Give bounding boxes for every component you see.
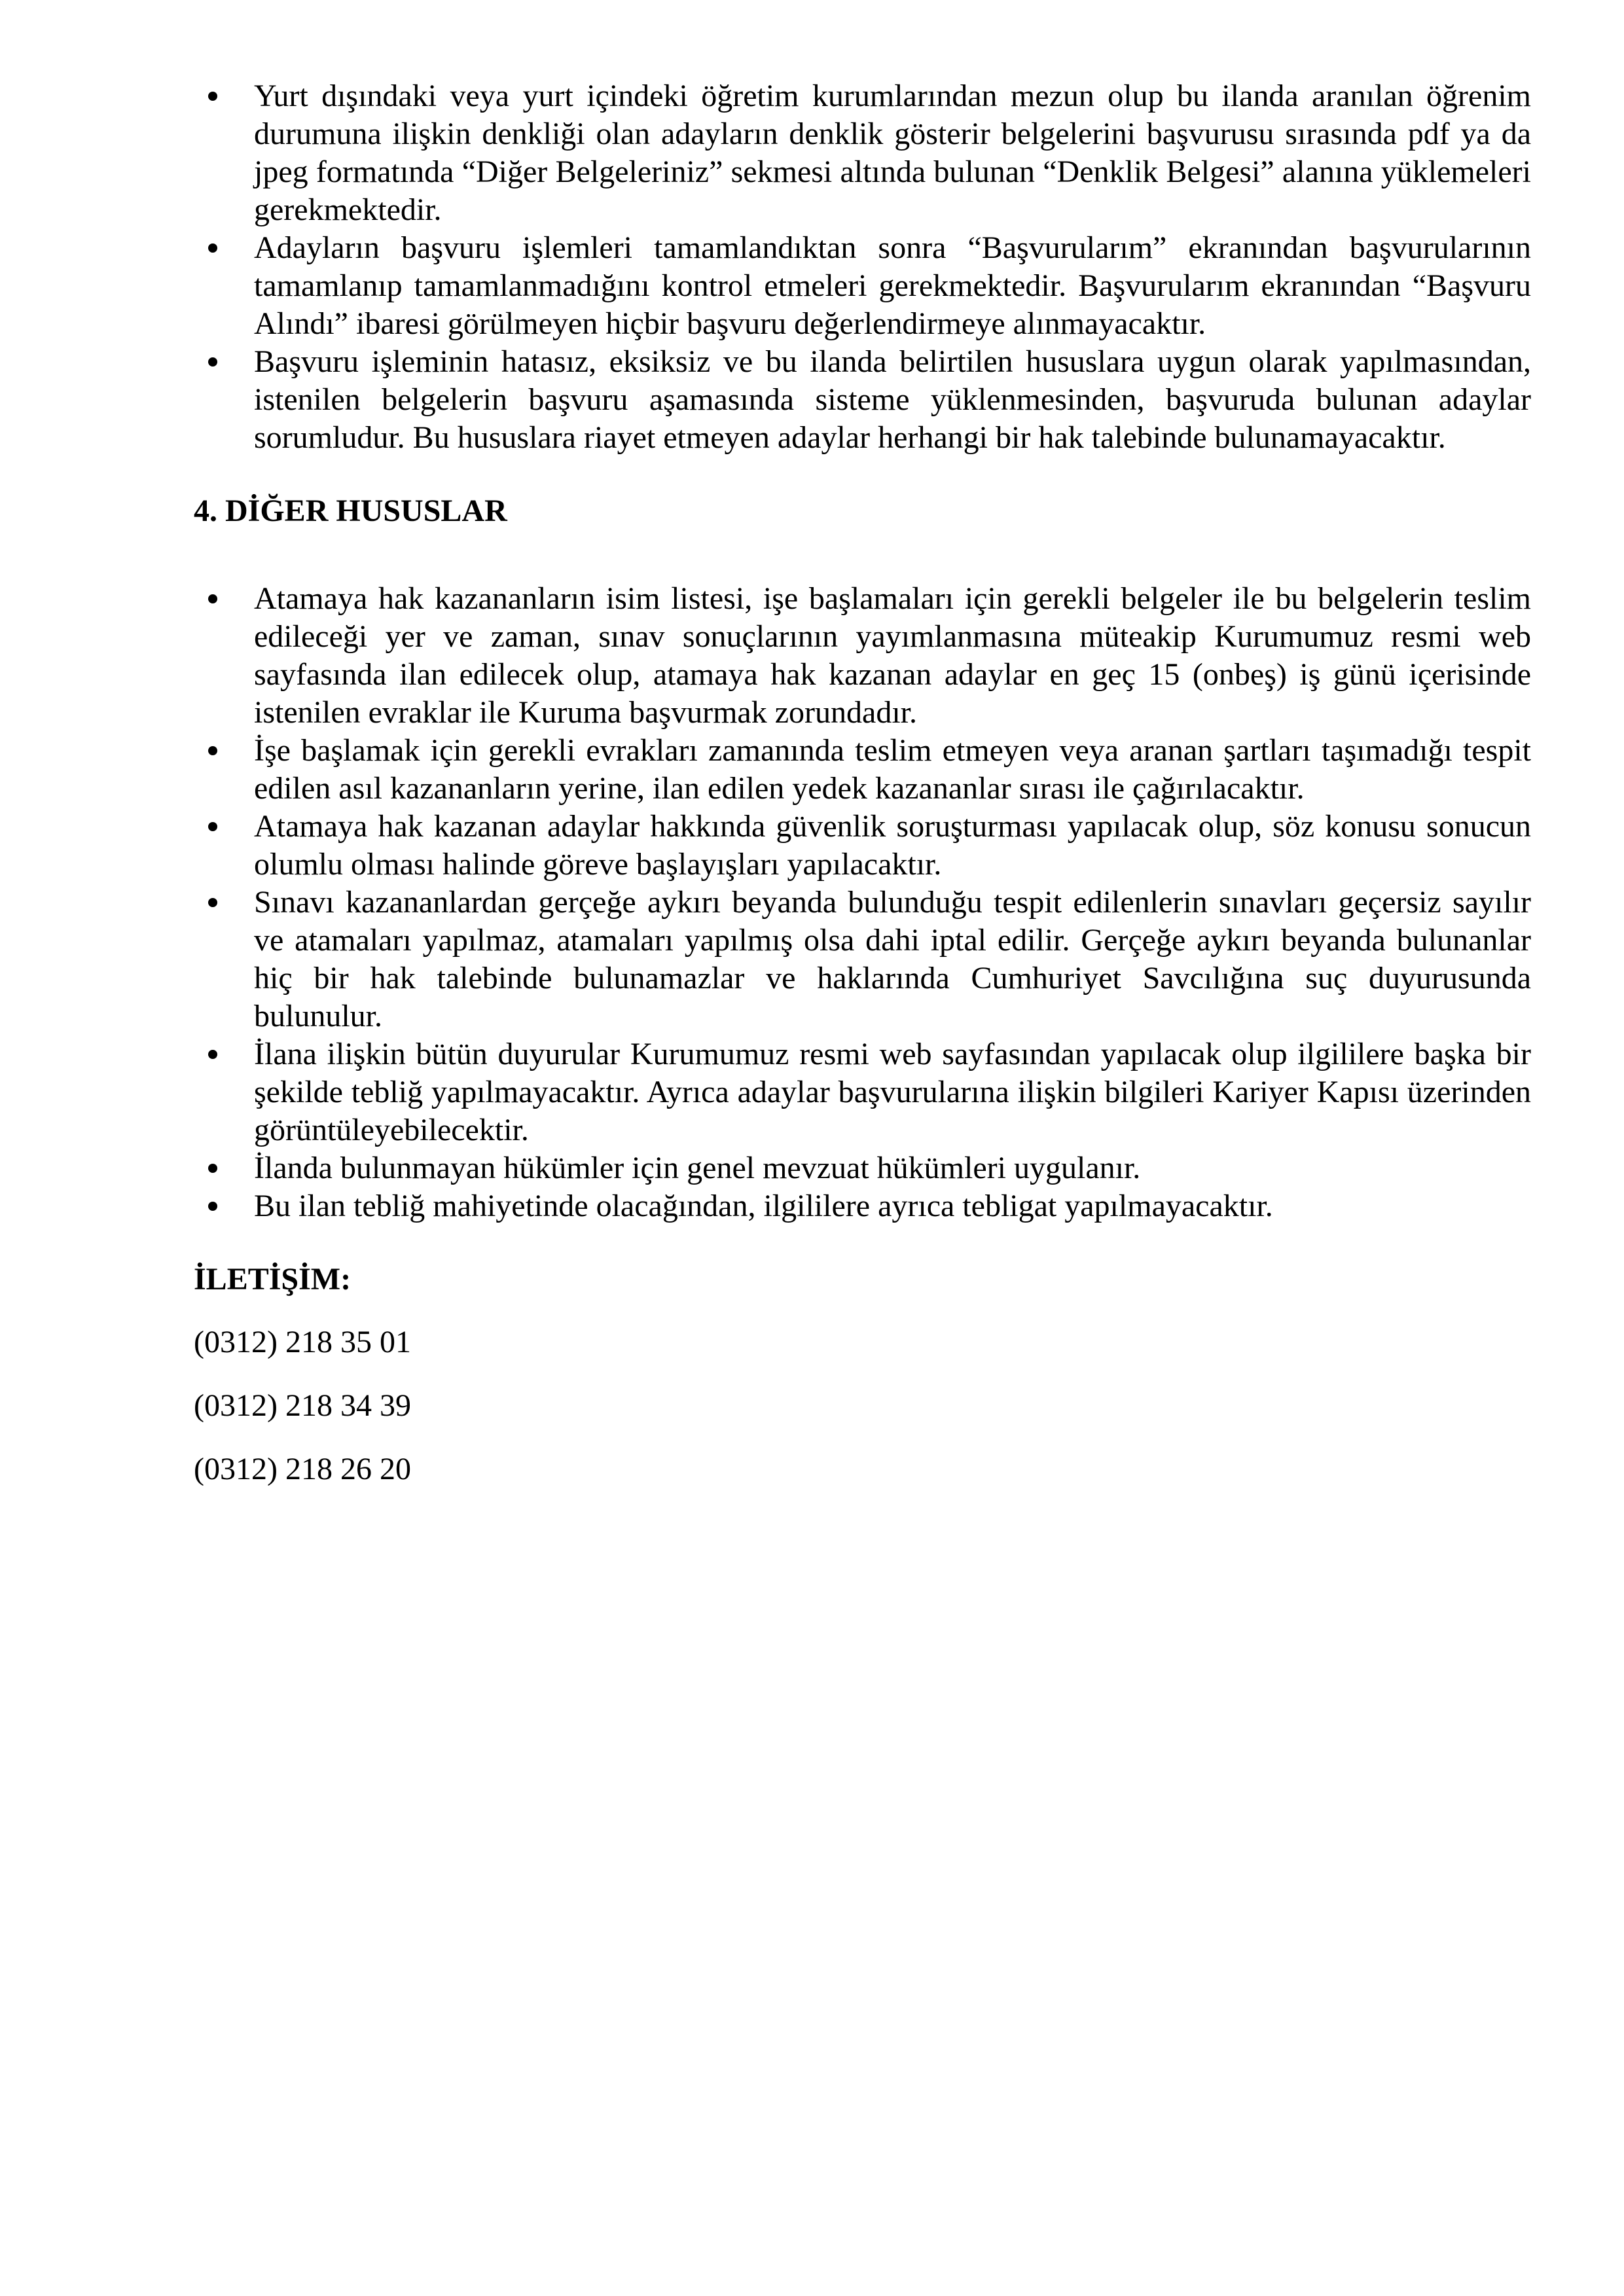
bullet-icon: [208, 1050, 217, 1059]
contact-phone: (0312) 218 26 20: [194, 1452, 411, 1486]
bullet-icon: [208, 1202, 217, 1211]
list-item-text: İşe başlamak için gerekli evrakları zamanında teslim etmeyen veya aranan şartları taşımadığı tespit edilen asıl kazananların yerine, ilan edilen yedek kazananlar sırası ile çağırılacaktır.: [254, 733, 1531, 806]
bullet-icon: [208, 243, 217, 253]
list-item: [194, 1149, 1531, 1187]
list-item-text: Başvuru işleminin hatasız, eksiksiz ve bu ilanda belirtilen hususlara uygun olarak yapılmasından, istenilen belgelerin başvuru aşamasında sisteme yüklenmesinden, başvuruda bulunan adaylar sorumludur. Bu hususlara riayet etmeyen adaylar herhangi bir hak talebinde bulunamayacaktır.: [254, 344, 1531, 455]
section-heading-other-matters: 4. DİĞER HUSUSLAR: [194, 493, 507, 528]
list-item-text: Atamaya hak kazanan adaylar hakkında güvenlik soruşturması yapılacak olup, söz konusu sonucun olumlu olması halinde göreve başlayışları yapılacaktır.: [254, 809, 1531, 882]
list-item-text: Yurt dışındaki veya yurt içindeki öğretim kurumlarından mezun olup bu ilanda aranılan öğrenim durumuna ilişkin denkliği olan adayların denklik gösterir belgelerini başvurusu sırasında pdf ya da jpeg formatında “Diğer Belgeleriniz” sekmesi altında bulunan “Denklik Belgesi” alanına yüklemeleri gerekmektedir.: [254, 79, 1531, 227]
list-item: [194, 580, 1531, 732]
list-item: [194, 1187, 1531, 1225]
bullet-icon: [208, 92, 217, 101]
list-item: [194, 732, 1531, 808]
bullet-icon: [208, 357, 217, 367]
list-item: [194, 229, 1531, 343]
contact-phone: (0312) 218 34 39: [194, 1388, 411, 1423]
list-item-text: Adayların başvuru işlemleri tamamlandıktan sonra “Başvurularım” ekranından başvurularının tamamlanıp tamamlanmadığını kontrol etmeleri gerekmektedir. Başvurularım ekranından “Başvuru Alındı” ibaresi görülmeyen hiçbir başvuru değerlendirmeye alınmayacaktır.: [254, 230, 1531, 341]
bullet-icon: [208, 898, 217, 907]
list-item-text: İlana ilişkin bütün duyurular Kurumumuz resmi web sayfasından yapılacak olup ilgililere başka bir şekilde tebliğ yapılmayacaktır. Ayrıca adaylar başvurularına ilişkin bilgileri Kariyer Kapısı üzerinden görüntüleyebilecektir.: [254, 1037, 1531, 1147]
section-heading-contact: İLETİŞİM:: [194, 1262, 352, 1297]
list-item-text: İlanda bulunmayan hükümler için genel mevzuat hükümleri uygulanır.: [254, 1151, 1141, 1185]
contact-phone: (0312) 218 35 01: [194, 1325, 411, 1359]
list-item: [194, 1035, 1531, 1149]
list-item-text: Sınavı kazananlardan gerçeğe aykırı beyanda bulunduğu tespit edilenlerin sınavları geçersiz sayılır ve atamaları yapılmaz, atamaları yapılmış olsa dahi iptal edilir. Gerçeğe aykırı beyanda bulunanlar hiç bir hak talebinde bulunamazlar ve haklarında Cumhuriyet Savcılığına suç duyurusunda bulunulur.: [254, 885, 1531, 1033]
list-item: [194, 884, 1531, 1035]
list-item-text: Atamaya hak kazananların isim listesi, işe başlamaları için gerekli belgeler ile bu belgelerin teslim edileceği yer ve zaman, sınav sonuçlarının yayımlanmasına müteakip Kurumumuz resmi web sayfasında ilan edilecek olup, atamaya hak kazanan adaylar en geç 15 (onbeş) iş günü içerisinde istenilen evraklar ile Kuruma başvurmak zorundadır.: [254, 581, 1531, 730]
bullet-icon: [208, 594, 217, 603]
bullet-icon: [208, 746, 217, 755]
bullet-icon: [208, 1164, 217, 1173]
list-item: [194, 77, 1531, 229]
other-matters-list: [194, 580, 1531, 1225]
list-item: [194, 343, 1531, 457]
bullet-icon: [208, 822, 217, 831]
list-item: [194, 808, 1531, 884]
application-rules-list: [194, 77, 1531, 457]
list-item-text: Bu ilan tebliğ mahiyetinde olacağından, ilgililere ayrıca tebligat yapılmayacaktır.: [254, 1189, 1273, 1223]
